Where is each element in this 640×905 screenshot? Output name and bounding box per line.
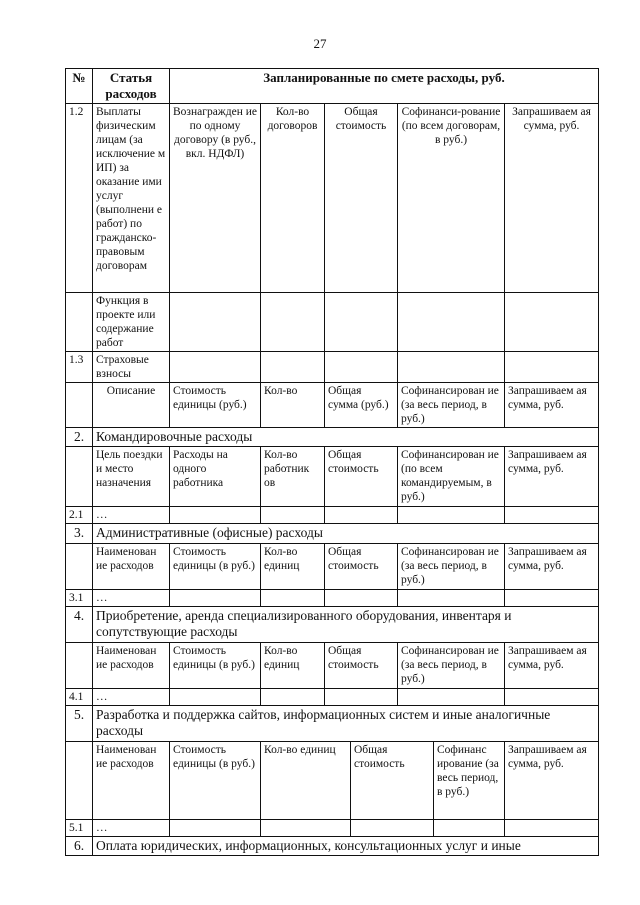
empty-cell <box>505 589 599 606</box>
col-count: Кол-во единиц <box>261 543 325 589</box>
empty-cell <box>398 292 505 351</box>
table-header-row <box>66 69 599 104</box>
section-num: 4. <box>66 606 93 642</box>
empty-cell <box>325 292 398 351</box>
empty-cell <box>261 507 325 524</box>
section-row <box>66 524 599 543</box>
col-count: Кол-во работник ов <box>261 447 325 507</box>
col-requested: Запрашиваем ая сумма, руб. <box>505 741 599 819</box>
col-requested: Запрашиваем ая сумма, руб. <box>505 543 599 589</box>
col-total-cost: Общая стоимость <box>325 447 398 507</box>
row-num: 2.1 <box>66 507 93 524</box>
table-row <box>66 447 599 507</box>
table-row <box>66 688 599 705</box>
section-title: Оплата юридических, информационных, консультационных услуг и иные <box>93 836 599 855</box>
table-row <box>66 741 599 819</box>
col-contract-count: Кол-во договоров <box>261 103 325 292</box>
row-label: … <box>93 589 170 606</box>
col-unit-fee: Вознагражден ие по одному договору (в руб., вкл. НДФЛ) <box>170 103 261 292</box>
section-title: Командировочные расходы <box>93 427 599 446</box>
col-requested: Запрашиваем ая сумма, руб. <box>505 447 599 507</box>
section-row <box>66 836 599 855</box>
empty-cell <box>325 351 398 382</box>
empty-cell <box>505 292 599 351</box>
table-row <box>66 589 599 606</box>
empty-cell <box>398 688 505 705</box>
row-label: … <box>93 819 170 836</box>
row-num: 3.1 <box>66 589 93 606</box>
empty-cell <box>398 351 505 382</box>
empty-cell <box>66 382 93 427</box>
empty-cell <box>325 589 398 606</box>
page-number: 27 <box>313 36 327 51</box>
section-title: Разработка и поддержка сайтов, информационных систем и иные аналогичные расходы <box>93 705 599 741</box>
section-title: Приобретение, аренда специализированного оборудования, инвентаря и сопутствующие расходы <box>93 606 599 642</box>
section-row <box>66 606 599 642</box>
empty-cell <box>261 819 351 836</box>
col-count: Кол-во единиц <box>261 741 351 819</box>
col-total-cost: Общая стоимость <box>325 642 398 688</box>
row-num: 1.3 <box>66 351 93 382</box>
row-num: 4.1 <box>66 688 93 705</box>
header-num: № <box>66 69 93 104</box>
section-num: 3. <box>66 524 93 543</box>
row-label: Страховые взносы <box>93 351 170 382</box>
row-label: … <box>93 688 170 705</box>
section-row <box>66 705 599 741</box>
col-unit-cost: Стоимость единицы (в руб.) <box>170 642 261 688</box>
empty-cell <box>434 819 505 836</box>
col-unit-cost: Стоимость единицы (в руб.) <box>170 543 261 589</box>
empty-cell <box>170 688 261 705</box>
row-num: 5.1 <box>66 819 93 836</box>
empty-cell <box>66 543 93 589</box>
table-row <box>66 642 599 688</box>
row-num: 1.2 <box>66 103 93 292</box>
col-cofinancing: Софинанс ирование (за весь период, в руб.) <box>434 741 505 819</box>
col-total-cost: Общая стоимость <box>351 741 434 819</box>
empty-cell <box>66 741 93 819</box>
table-row <box>66 543 599 589</box>
col-requested: Запрашиваем ая сумма, руб. <box>505 382 599 427</box>
empty-cell <box>66 447 93 507</box>
table-row <box>66 351 599 382</box>
col-description: Описание <box>93 382 170 427</box>
empty-cell <box>261 292 325 351</box>
col-cofinancing: Софинанси-рование (по всем договорам, в руб.) <box>398 103 505 292</box>
empty-cell <box>505 819 599 836</box>
col-description: Наименован ие расходов <box>93 642 170 688</box>
col-description: Наименован ие расходов <box>93 543 170 589</box>
col-total-sum: Общая сумма (руб.) <box>325 382 398 427</box>
table-row <box>66 507 599 524</box>
row-label: Функция в проекте или содержание работ <box>93 292 170 351</box>
empty-cell <box>170 292 261 351</box>
empty-cell <box>261 589 325 606</box>
empty-cell <box>170 507 261 524</box>
table-row <box>66 382 599 427</box>
empty-cell <box>170 589 261 606</box>
budget-table <box>65 68 599 856</box>
empty-cell <box>505 507 599 524</box>
empty-cell <box>325 688 398 705</box>
header-article: Статья расходов <box>93 69 170 104</box>
col-unit-cost: Стоимость единицы (руб.) <box>170 382 261 427</box>
col-count: Кол-во <box>261 382 325 427</box>
header-planned: Запланированные по смете расходы, руб. <box>170 69 599 104</box>
section-row <box>66 427 599 446</box>
col-cofinancing: Софинансирован ие (за весь период, в руб.) <box>398 382 505 427</box>
section-num: 6. <box>66 836 93 855</box>
col-description: Наименован ие расходов <box>93 741 170 819</box>
col-cofinancing: Софинансирован ие (по всем командируемым, в руб.) <box>398 447 505 507</box>
col-count: Кол-во единиц <box>261 642 325 688</box>
empty-cell <box>66 292 93 351</box>
col-cofinancing: Софинансирован ие (за весь период, в руб.) <box>398 642 505 688</box>
empty-cell <box>398 507 505 524</box>
empty-cell <box>505 351 599 382</box>
empty-cell <box>325 507 398 524</box>
table-row <box>66 819 599 836</box>
table-row <box>66 103 599 292</box>
empty-cell <box>261 688 325 705</box>
table-row <box>66 292 599 351</box>
col-total-cost: Общая стоимость <box>325 103 398 292</box>
section-num: 5. <box>66 705 93 741</box>
empty-cell <box>398 589 505 606</box>
section-num: 2. <box>66 427 93 446</box>
col-unit-cost: Расходы на одного работника <box>170 447 261 507</box>
col-requested: Запрашиваем ая сумма, руб. <box>505 642 599 688</box>
col-total-cost: Общая стоимость <box>325 543 398 589</box>
col-unit-cost: Стоимость единицы (в руб.) <box>170 741 261 819</box>
empty-cell <box>66 642 93 688</box>
col-requested: Запрашиваем ая сумма, руб. <box>505 103 599 292</box>
empty-cell <box>170 819 261 836</box>
empty-cell <box>351 819 434 836</box>
col-cofinancing: Софинансирован ие (за весь период, в руб.) <box>398 543 505 589</box>
empty-cell <box>261 351 325 382</box>
row-label: … <box>93 507 170 524</box>
col-description: Цель поездки и место назначения <box>93 447 170 507</box>
empty-cell <box>505 688 599 705</box>
section-title: Административные (офисные) расходы <box>93 524 599 543</box>
row-label: Выплаты физическим лицам (за исключение м ИП) за оказание ими услуг (выполнени е работ) по гражданско-правовым договорам <box>93 103 170 292</box>
empty-cell <box>170 351 261 382</box>
